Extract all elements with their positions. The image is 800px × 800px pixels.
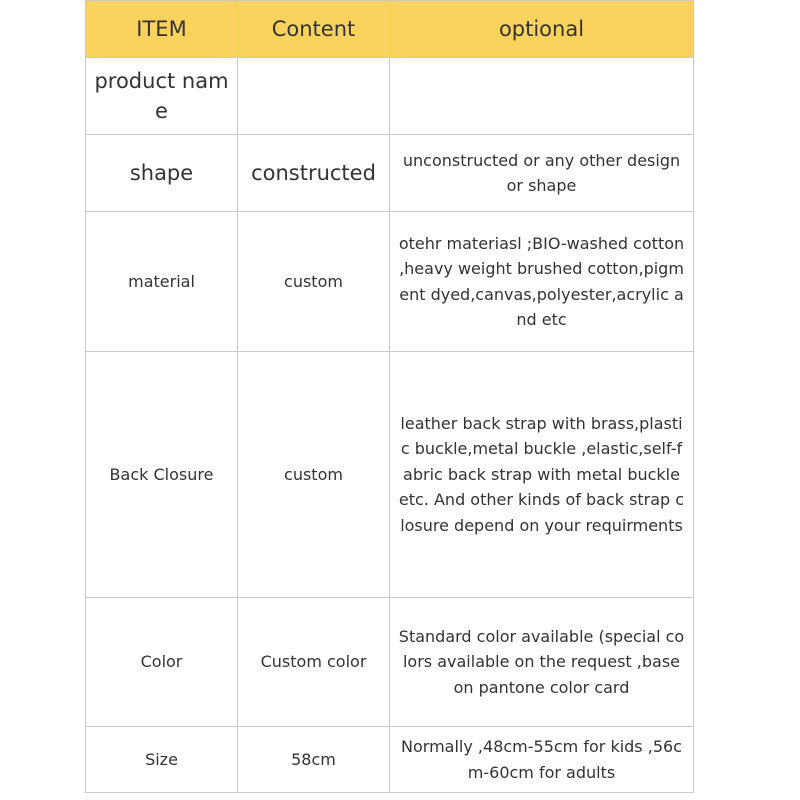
cell-content: constructed [238,135,390,212]
spec-table [85,0,694,793]
cell-item: product name [86,58,238,135]
cell-optional [390,58,694,135]
table-row-color [86,598,694,727]
cell-optional: otehr materiasl ;BIO-washed cotton ,heavy weight brushed cotton,pigment dyed,canvas,polyester,acrylic and etc [390,212,694,352]
cell-optional: unconstructed or any other design or shape [390,135,694,212]
cell-item: Color [86,598,238,727]
table-row-size [86,727,694,793]
header-content: Content [238,1,390,58]
table-row-material [86,212,694,352]
cell-content: custom [238,212,390,352]
table-header-row [86,1,694,58]
cell-item: material [86,212,238,352]
cell-optional: Standard color available (special colors available on the request ,base on pantone color card [390,598,694,727]
table-row-back-closure [86,352,694,598]
cell-content [238,58,390,135]
cell-optional: leather back strap with brass,plastic buckle,metal buckle ,elastic,self-fabric back strap with metal buckle etc. And other kinds of back strap closure depend on your requirments [390,352,694,598]
table-row-product-name [86,58,694,135]
cell-item: Size [86,727,238,793]
cell-item: shape [86,135,238,212]
header-optional: optional [390,1,694,58]
header-item: ITEM [86,1,238,58]
cell-content: 58cm [238,727,390,793]
table-row-shape [86,135,694,212]
cell-item: Back Closure [86,352,238,598]
cell-optional: Normally ,48cm-55cm for kids ,56cm-60cm for adults [390,727,694,793]
cell-content: custom [238,352,390,598]
cell-content: Custom color [238,598,390,727]
